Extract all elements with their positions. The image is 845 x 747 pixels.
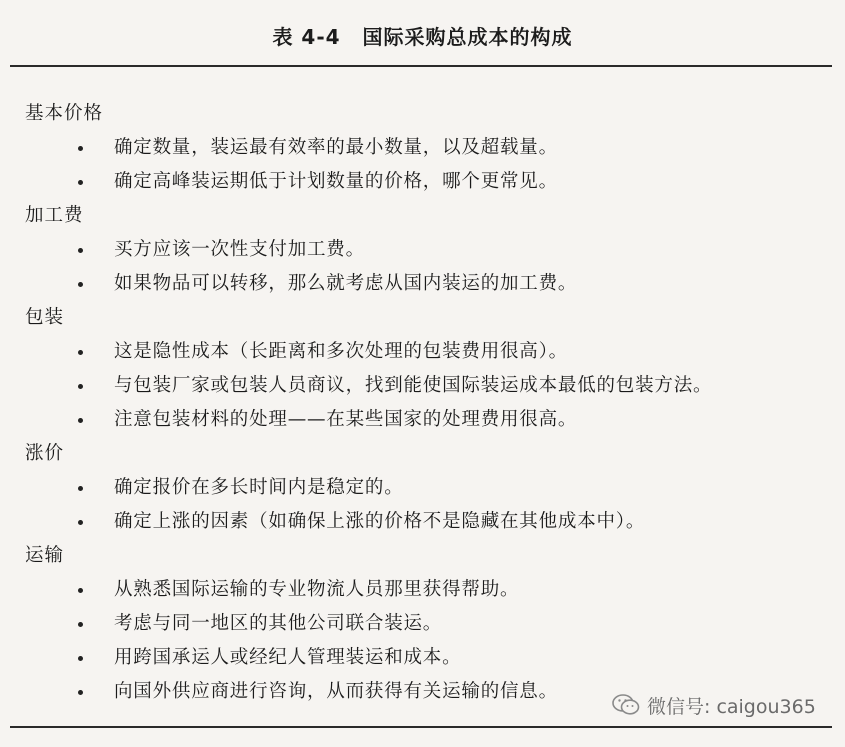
bullet-icon bbox=[78, 180, 83, 185]
list-item-text: 确定数量，装运最有效率的最小数量，以及超载量。 bbox=[114, 137, 558, 158]
bullet-icon bbox=[78, 588, 83, 593]
section-heading: 涨价 bbox=[25, 443, 65, 464]
top-rule bbox=[10, 65, 832, 67]
bullet-icon bbox=[78, 418, 83, 423]
list-item bbox=[25, 165, 825, 199]
bullet-icon bbox=[78, 690, 83, 695]
section-heading: 加工费 bbox=[25, 205, 84, 226]
list-item-text: 确定报价在多长时间内是稳定的。 bbox=[114, 477, 404, 498]
list-item bbox=[25, 573, 825, 607]
watermark bbox=[611, 690, 816, 720]
bullet-icon bbox=[78, 384, 83, 389]
list-item bbox=[25, 131, 825, 165]
bullet-icon bbox=[78, 248, 83, 253]
bullet-icon bbox=[78, 146, 83, 151]
bullet-icon bbox=[78, 656, 83, 661]
list-item-text: 注意包装材料的处理——在某些国家的处理费用很高。 bbox=[114, 409, 578, 430]
table-title bbox=[0, 21, 845, 50]
list-item bbox=[25, 369, 825, 403]
list-item bbox=[25, 403, 825, 437]
list-item bbox=[25, 505, 825, 539]
section-heading: 基本价格 bbox=[25, 103, 104, 124]
list-item bbox=[25, 335, 825, 369]
list-item bbox=[25, 233, 825, 267]
list-item-text: 这是隐性成本（长距离和多次处理的包装费用很高）。 bbox=[114, 341, 568, 362]
list-item-text: 确定上涨的因素（如确保上涨的价格不是隐藏在其他成本中）。 bbox=[114, 511, 646, 532]
list-item-text: 确定高峰装运期低于计划数量的价格，哪个更常见。 bbox=[114, 171, 558, 192]
section-price-increase bbox=[25, 437, 825, 539]
list-item-text: 向国外供应商进行咨询，从而获得有关运输的信息。 bbox=[114, 681, 558, 702]
list-item-text: 与包装厂家或包装人员商议，找到能使国际装运成本最低的包装方法。 bbox=[114, 375, 713, 396]
list-item-text: 买方应该一次性支付加工费。 bbox=[114, 239, 365, 260]
section-packaging bbox=[25, 301, 825, 437]
bullet-icon bbox=[78, 486, 83, 491]
table-number: 表 4-4 bbox=[272, 25, 341, 49]
wechat-icon bbox=[611, 692, 641, 718]
bullet-icon bbox=[78, 622, 83, 627]
list-item-text: 考虑与同一地区的其他公司联合装运。 bbox=[114, 613, 443, 634]
list-item bbox=[25, 267, 825, 301]
list-item-text: 如果物品可以转移，那么就考虑从国内装运的加工费。 bbox=[114, 273, 578, 294]
list-item-text: 从熟悉国际运输的专业物流人员那里获得帮助。 bbox=[114, 579, 520, 600]
watermark-text: 微信号: caigou365 bbox=[647, 695, 816, 718]
table-title-text: 国际采购总成本的构成 bbox=[362, 25, 573, 49]
table-body bbox=[25, 97, 825, 709]
list-item bbox=[25, 607, 825, 641]
list-item bbox=[25, 641, 825, 675]
section-base-price bbox=[25, 97, 825, 199]
bullet-icon bbox=[78, 282, 83, 287]
section-transport bbox=[25, 539, 825, 709]
list-item-text: 用跨国承运人或经纪人管理装运和成本。 bbox=[114, 647, 462, 668]
section-processing-fee bbox=[25, 199, 825, 301]
bottom-rule bbox=[10, 726, 832, 728]
bullet-icon bbox=[78, 350, 83, 355]
list-item bbox=[25, 471, 825, 505]
bullet-icon bbox=[78, 520, 83, 525]
section-heading: 运输 bbox=[25, 545, 65, 566]
section-heading: 包装 bbox=[25, 307, 65, 328]
